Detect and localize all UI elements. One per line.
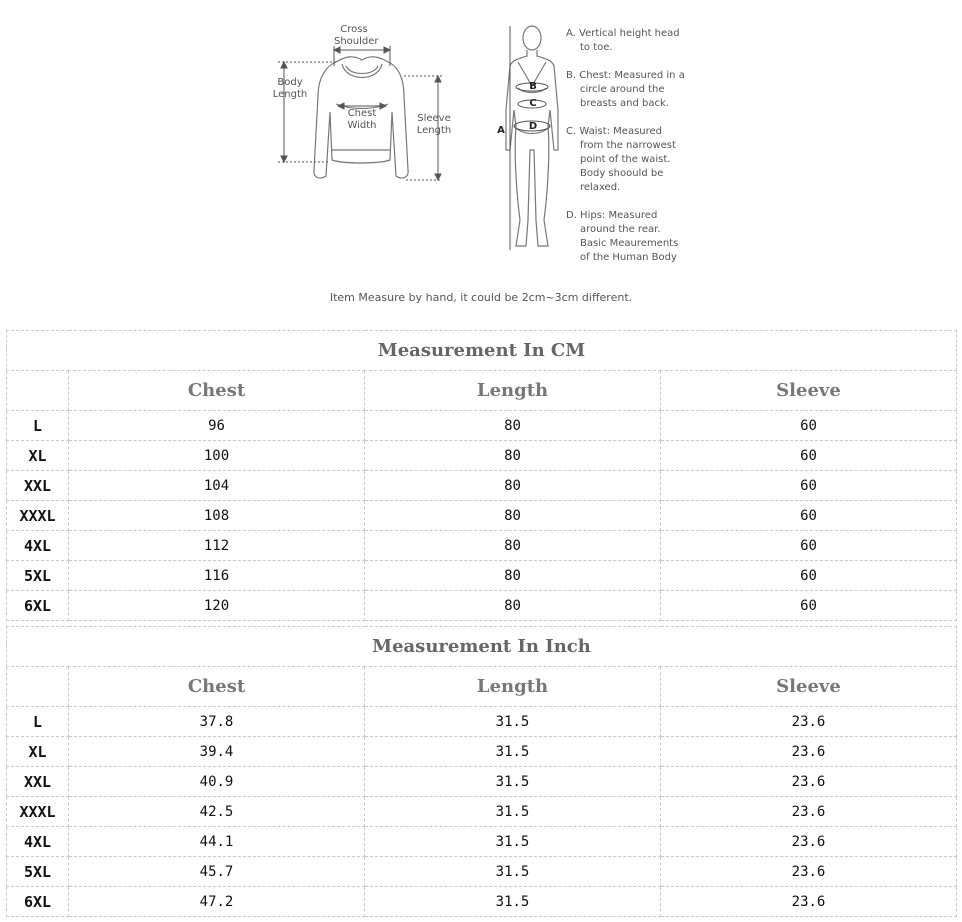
chest-cell: 116 [69, 561, 365, 591]
label-body-length: Body Length [272, 77, 308, 100]
table-row [7, 471, 957, 501]
chest-cell: 39.4 [69, 737, 365, 767]
size-cell: L [7, 707, 69, 737]
header-sleeve: Sleeve [661, 371, 957, 411]
header-sleeve: Sleeve [661, 667, 957, 707]
length-cell: 31.5 [365, 707, 661, 737]
label-sleeve-length: Sleeve Length [416, 113, 452, 136]
size-cell: XXL [7, 767, 69, 797]
sleeve-cell: 23.6 [661, 887, 957, 917]
header-length: Length [365, 371, 661, 411]
chest-cell: 120 [69, 591, 365, 621]
header-length: Length [365, 667, 661, 707]
table-row [7, 767, 957, 797]
length-cell: 31.5 [365, 737, 661, 767]
chest-cell: 42.5 [69, 797, 365, 827]
table-row [7, 411, 957, 441]
size-cell: 4XL [7, 827, 69, 857]
chest-cell: 45.7 [69, 857, 365, 887]
marker-b: B [529, 81, 537, 92]
description-c: C. Waist: Measured from the narrowest point of the waist. Body shoould be relaxed. [566, 126, 676, 193]
table-row [7, 707, 957, 737]
sleeve-cell: 60 [661, 471, 957, 501]
header-size [7, 667, 69, 707]
size-cell: XXXL [7, 501, 69, 531]
table-title: Measurement In Inch [7, 627, 957, 667]
size-cell: 6XL [7, 887, 69, 917]
size-table-inch [6, 626, 957, 917]
sleeve-cell: 60 [661, 411, 957, 441]
sleeve-cell: 23.6 [661, 797, 957, 827]
size-cell: XXL [7, 471, 69, 501]
label-cross-shoulder: Cross Shoulder [334, 24, 379, 47]
sleeve-cell: 60 [661, 441, 957, 471]
length-cell: 80 [365, 561, 661, 591]
size-cell: XL [7, 737, 69, 767]
chest-cell: 37.8 [69, 707, 365, 737]
sleeve-cell: 23.6 [661, 857, 957, 887]
sleeve-cell: 23.6 [661, 767, 957, 797]
length-cell: 80 [365, 441, 661, 471]
body-figure-icon [506, 26, 558, 246]
length-cell: 80 [365, 471, 661, 501]
size-cell: XL [7, 441, 69, 471]
table-row [7, 737, 957, 767]
header-chest: Chest [69, 667, 365, 707]
header-chest: Chest [69, 371, 365, 411]
marker-a: A [497, 125, 505, 136]
chest-cell: 96 [69, 411, 365, 441]
diagram-illustration [0, 0, 962, 320]
length-cell: 80 [365, 531, 661, 561]
size-cell: 6XL [7, 591, 69, 621]
chest-cell: 112 [69, 531, 365, 561]
size-table-cm [6, 330, 957, 621]
measurement-diagram [0, 0, 962, 320]
table-row [7, 827, 957, 857]
length-cell: 31.5 [365, 827, 661, 857]
size-cell: 5XL [7, 857, 69, 887]
header-size [7, 371, 69, 411]
length-cell: 80 [365, 411, 661, 441]
table-row [7, 501, 957, 531]
chest-cell: 108 [69, 501, 365, 531]
chest-cell: 47.2 [69, 887, 365, 917]
size-cell: L [7, 411, 69, 441]
length-cell: 31.5 [365, 797, 661, 827]
table-title: Measurement In CM [7, 331, 957, 371]
length-cell: 80 [365, 501, 661, 531]
table-row [7, 531, 957, 561]
length-cell: 80 [365, 591, 661, 621]
marker-c: C [529, 98, 537, 109]
length-cell: 31.5 [365, 767, 661, 797]
description-b: B. Chest: Measured in a circle around the breasts and back. [566, 70, 685, 109]
table-row [7, 797, 957, 827]
table-row [7, 591, 957, 621]
chest-cell: 104 [69, 471, 365, 501]
chest-cell: 100 [69, 441, 365, 471]
sleeve-cell: 60 [661, 501, 957, 531]
measure-note: Item Measure by hand, it could be 2cm~3cm different. [329, 291, 633, 304]
sleeve-cell: 60 [661, 561, 957, 591]
table-row [7, 887, 957, 917]
table-row [7, 857, 957, 887]
sleeve-cell: 23.6 [661, 827, 957, 857]
sleeve-cell: 23.6 [661, 707, 957, 737]
chest-cell: 40.9 [69, 767, 365, 797]
size-cell: 4XL [7, 531, 69, 561]
marker-d: D [528, 121, 538, 132]
label-chest-width: Chest Width [347, 108, 377, 131]
table-row [7, 561, 957, 591]
chest-cell: 44.1 [69, 827, 365, 857]
table-row [7, 441, 957, 471]
sleeve-cell: 60 [661, 531, 957, 561]
description-a: A. Vertical height head to toe. [566, 28, 680, 53]
sleeve-cell: 23.6 [661, 737, 957, 767]
length-cell: 31.5 [365, 887, 661, 917]
description-d: D. Hips: Measured around the rear. Basic Meaurements of the Human Body [566, 210, 679, 263]
length-cell: 31.5 [365, 857, 661, 887]
size-cell: 5XL [7, 561, 69, 591]
sleeve-cell: 60 [661, 591, 957, 621]
size-cell: XXXL [7, 797, 69, 827]
